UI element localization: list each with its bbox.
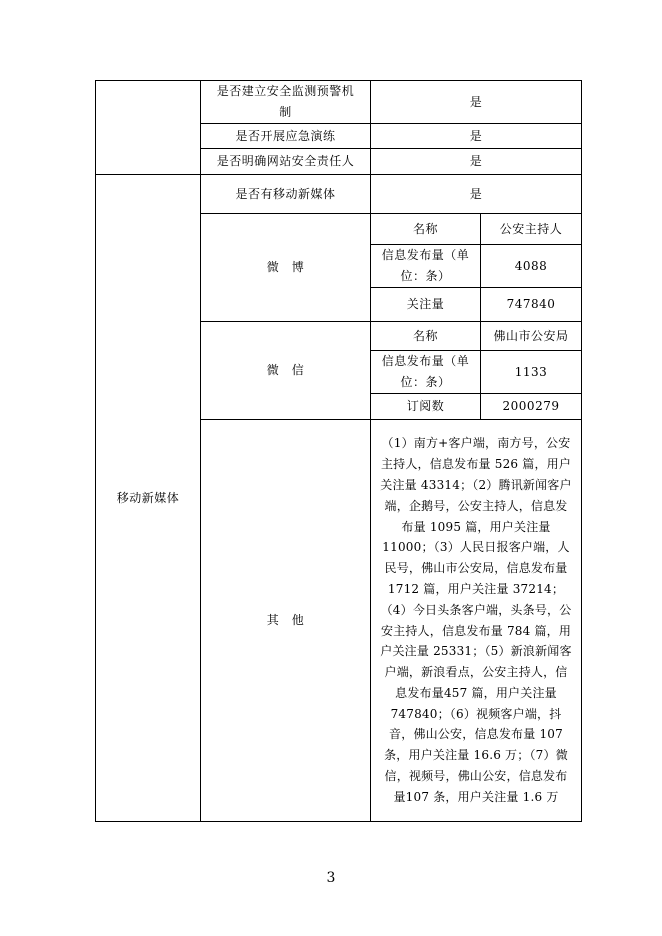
mobile-media-section-label: 移动新媒体 (96, 175, 201, 822)
monitoring-row (96, 81, 582, 124)
drill-label: 是否开展应急演练 (201, 124, 371, 149)
has-media-label: 是否有移动新媒体 (201, 175, 371, 214)
wechat-posts-value: 1133 (481, 351, 582, 394)
wechat-label: 微 信 (201, 322, 371, 420)
has-media-row (96, 175, 582, 214)
other-description: （1）南方+客户端，南方号，公安主持人，信息发布量 526 篇，用户关注量 43314；（2）腾讯新闻客户端，企鹅号，公安主持人，信息发布量 1095 篇，用户关注量 11000；（3）人民日报客户端，人民号，佛山市公安局，信息发布量 1712 篇，用户关注量 37214；（4）今日头条客户端，头条号，公安主持人，信息发布量 784 篇，用户关注量 25331；（5）新浪新闻客户端，新浪看点，公安主持人，信息发布量457 篇，用户关注量 747840；（6）视频客户端，抖音，佛山公安，信息发布量 107 条，用户关注量 16.6 万；（7）微信，视频号，佛山公安，信息发布量107 条，用户关注量 1.6 万 (371, 420, 582, 822)
wechat-name-label: 名称 (371, 322, 481, 351)
wechat-name-value: 佛山市公安局 (481, 322, 582, 351)
responsible-label: 是否明确网站安全责任人 (201, 149, 371, 175)
weibo-name-label: 名称 (371, 214, 481, 245)
wechat-subs-label: 订阅数 (371, 394, 481, 420)
monitoring-value: 是 (371, 81, 582, 124)
other-label: 其 他 (201, 420, 371, 822)
wechat-subs-value: 2000279 (481, 394, 582, 420)
page-number: 3 (326, 870, 336, 886)
weibo-followers-value: 747840 (481, 288, 582, 322)
section-cell-blank (96, 81, 201, 175)
weibo-name-value: 公安主持人 (481, 214, 582, 245)
responsible-value: 是 (371, 149, 582, 175)
monitoring-label: 是否建立安全监测预警机制 (201, 81, 371, 124)
drill-value: 是 (371, 124, 582, 149)
wechat-posts-label: 信息发布量（单位：条） (371, 351, 481, 394)
weibo-posts-value: 4088 (481, 245, 582, 288)
weibo-followers-label: 关注量 (371, 288, 481, 322)
has-media-value: 是 (371, 175, 582, 214)
weibo-label: 微 博 (201, 214, 371, 322)
weibo-posts-label: 信息发布量（单位：条） (371, 245, 481, 288)
report-table (95, 80, 582, 822)
